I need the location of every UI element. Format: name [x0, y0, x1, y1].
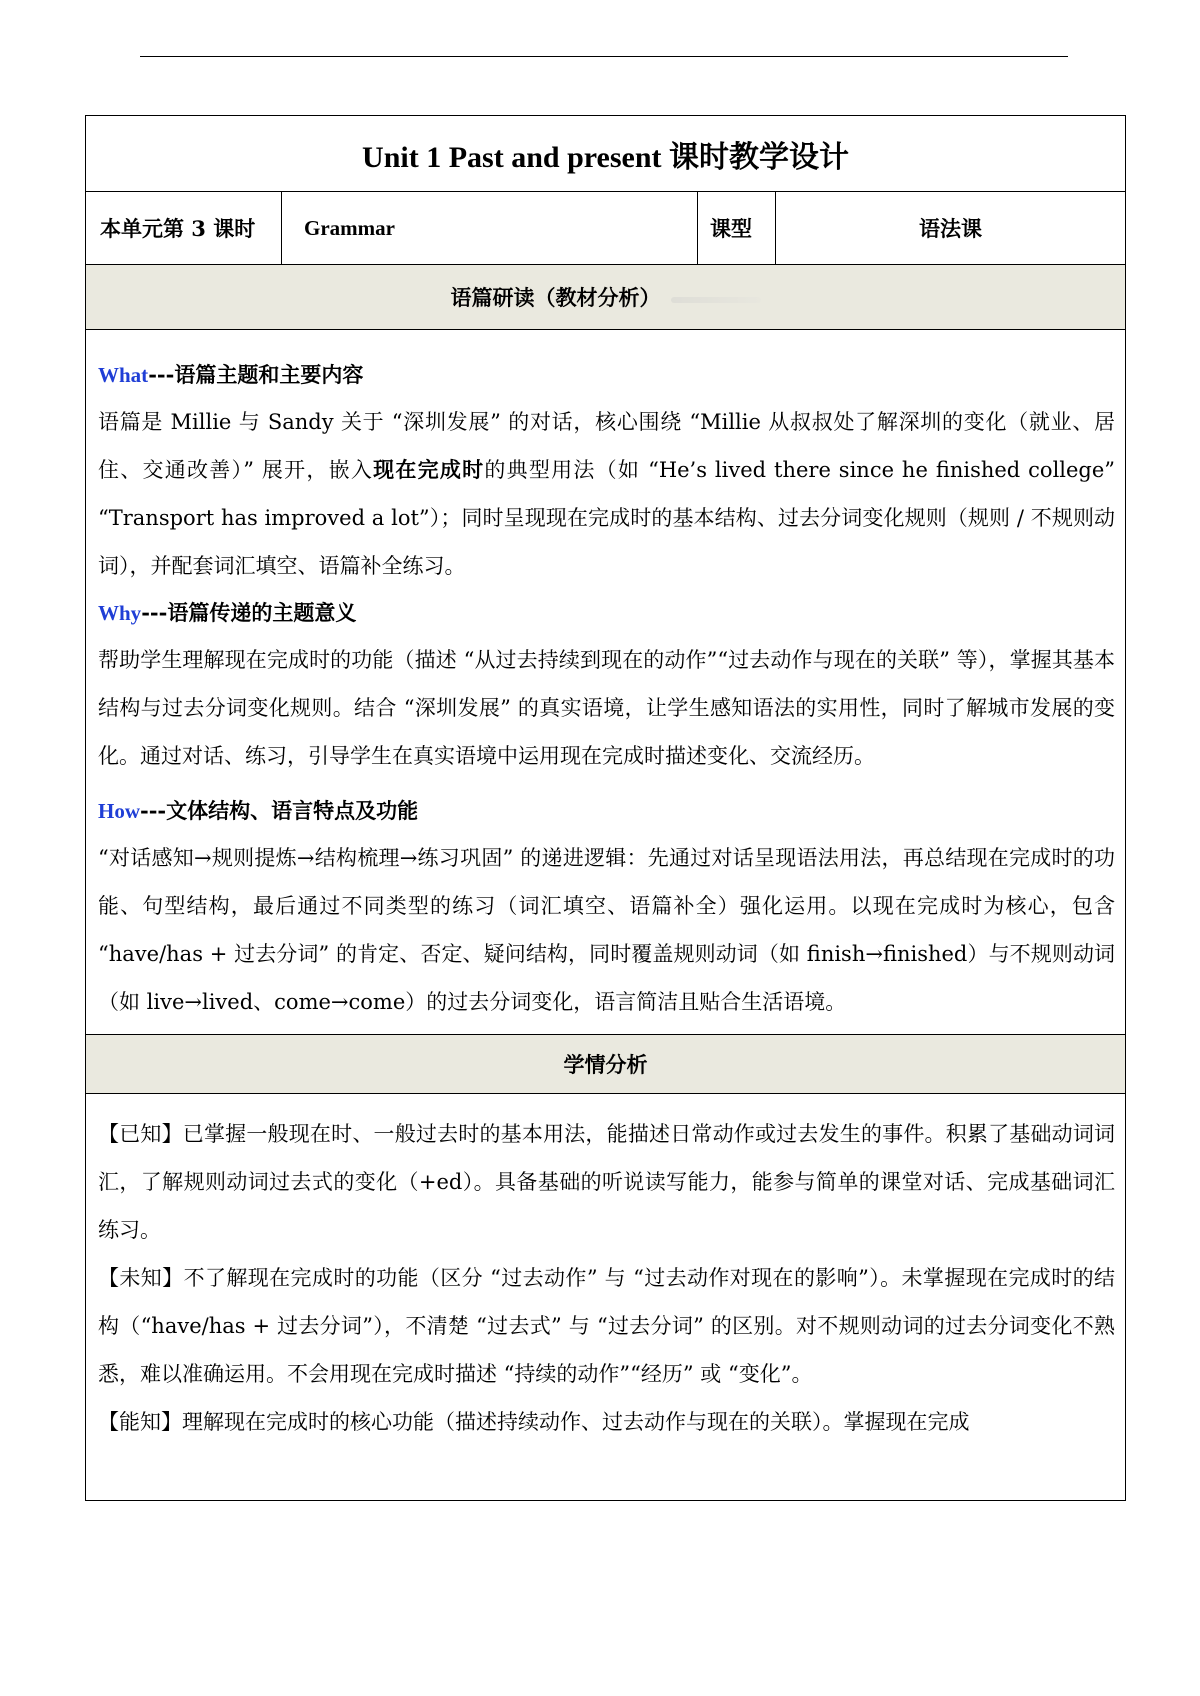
- what-text-before: 语篇是 Millie 与 Sandy 关于 “深圳发展” 的对话，核心围绕 “Millie 从叔叔处了解深圳的变化（就业、居住、交通改善）” 展开，嵌入: [98, 410, 1116, 482]
- able-text: 理解现在完成时的核心功能（描述持续动作、过去动作与现在的关联）。掌握现在完成: [182, 1410, 970, 1434]
- what-text-bold: 现在完成时: [373, 457, 485, 482]
- able-paragraph: [98, 1398, 1115, 1446]
- topic-cell: Grammar: [282, 192, 698, 265]
- section-header-text-study: [86, 265, 1126, 330]
- text-study-cell: [86, 330, 1126, 1035]
- text-study-row: [86, 330, 1126, 1035]
- unknown-paragraph: [98, 1254, 1115, 1398]
- section-header-learners: [86, 1035, 1126, 1094]
- title-row: [86, 116, 1126, 192]
- learners-row: [86, 1094, 1126, 1501]
- why-paragraph: 帮助学生理解现在完成时的功能（描述 “从过去持续到现在的动作”“过去动作与现在的关联” 等），掌握其基本结构与过去分词变化规则。结合 “深圳发展” 的真实语境，让学生感知语法的实用性，同时了解城市发展的变化。通过对话、练习，引导学生在真实语境中运用现在完成时描述变化、交流经历。: [98, 648, 1116, 768]
- type-value-cell: 语法课: [776, 192, 1126, 265]
- lesson-plan-table: [85, 115, 1126, 1501]
- how-paragraph: “对话感知→规则提炼→结构梳理→练习巩固” 的递进逻辑：先通过对话呈现语法用法，再总结现在完成时的功能、句型结构，最后通过不同类型的练习（词汇填空、语篇补全）强化运用。以现在完成时为核心，包含 “have/has + 过去分词” 的肯定、否定、疑问结构，同时覆盖规则动词（如 finish→finished）与不规则动词（如 live→lived、come→come）的过去分词变化，语言简洁且贴合生活语境。: [98, 846, 1116, 1014]
- why-heading: [98, 590, 1115, 636]
- what-heading-text: ---语篇主题和主要内容: [148, 362, 364, 387]
- unknown-text: 不了解现在完成时的功能（区分 “过去动作” 与 “过去动作对现在的影响”）。未掌握现在完成时的结构（“have/has + 过去分词”），不清楚 “过去式” 与 “过去分词” 的区别。对不规则动词的过去分词变化不熟悉，难以准确运用。不会用现在完成时描述 “持续的动作”“经历” 或 “变化”。: [98, 1266, 1116, 1386]
- section-title-learners: 学情分析: [86, 1035, 1126, 1094]
- header-rule: [140, 56, 1068, 57]
- what-heading: [98, 352, 1115, 398]
- able-tag: 【能知】: [98, 1410, 182, 1434]
- info-row: [86, 192, 1126, 265]
- how-heading: [98, 788, 1115, 834]
- why-keyword: Why: [98, 601, 142, 625]
- section-title-text-study: 语篇研读（教材分析）: [450, 285, 661, 310]
- what-keyword: What: [98, 363, 149, 387]
- what-text-after: 的典型用法（如 “He’s lived there since he finished college” “Transport has improved a lot”）；同时呈现现在完成时的基本结构、过去分词变化规则（规则 / 不规则动词），并配套词汇填空、语篇补全练习。: [98, 458, 1116, 578]
- known-paragraph: [98, 1110, 1115, 1254]
- learners-cell: [86, 1094, 1126, 1501]
- known-text: 已掌握一般现在时、一般过去时的基本用法，能描述日常动作或过去发生的事件。积累了基础动词词汇，了解规则动词过去式的变化（+ed）。具备基础的听说读写能力，能参与简单的课堂对话、完成基础词汇练习。: [98, 1122, 1116, 1242]
- document-title: Unit 1 Past and present 课时教学设计: [86, 116, 1126, 192]
- what-paragraph: [98, 398, 1115, 590]
- how-keyword: How: [98, 799, 140, 823]
- known-tag: 【已知】: [98, 1122, 183, 1146]
- unknown-tag: 【未知】: [98, 1266, 184, 1290]
- why-heading-text: ---语篇传递的主题意义: [141, 600, 357, 625]
- how-heading-text: ---文体结构、语言特点及功能: [140, 798, 419, 823]
- faint-watermark: [671, 297, 761, 303]
- period-cell: 本单元第 3 课时: [86, 192, 282, 265]
- type-label-cell: 课型: [698, 192, 776, 265]
